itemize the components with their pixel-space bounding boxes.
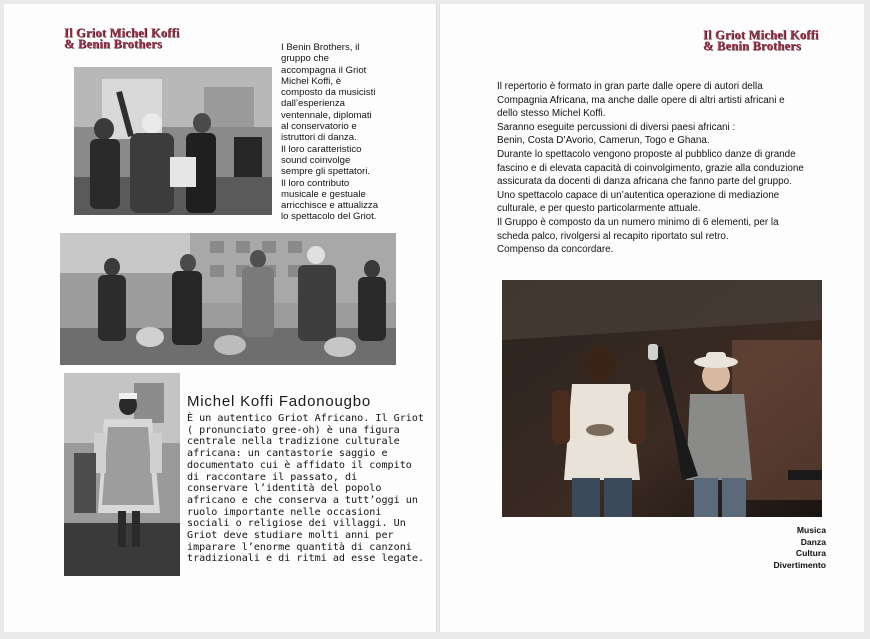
repertoire-line: Uno spettacolo capace di un’autentica operazione di mediazione xyxy=(497,189,780,201)
repertoire-line: scheda palco, rivolgersi al recapito riportato sul retro. xyxy=(497,230,729,242)
category-tags xyxy=(740,525,826,571)
left-brand-title xyxy=(64,28,180,50)
bio-line: documentato cui è affidato il compito xyxy=(187,459,412,471)
repertoire-line: Il Gruppo è composto da un numero minimo di 6 elementi, per la xyxy=(497,216,779,228)
bio-line: centrale nella tradizione culturale xyxy=(187,436,400,448)
brand-line: Il Griot Michel Koffi xyxy=(64,26,180,40)
repertoire-line: Compagnia Africana, ma anche dalle opere di altri artisti africani e xyxy=(497,94,785,106)
brand-line: & Benin Brothers xyxy=(64,37,163,51)
bio-heading: Michel Koffi Fadonougbo xyxy=(187,393,372,410)
outdoor-performance-photo xyxy=(60,233,396,365)
bio-line: africana: un cantastorie saggio e xyxy=(187,448,388,460)
bio-line: tradizionali e di ritmi ad esse legate. xyxy=(187,553,425,565)
intro-text xyxy=(281,42,378,223)
intro-line: istruttori di danza. xyxy=(281,132,357,144)
bio-line: È un autentico Griot Africano. Il Griot xyxy=(187,413,425,424)
intro-line: sound coinvolge xyxy=(281,154,351,166)
intro-line: Il loro caratteristico xyxy=(281,143,362,155)
bio-line: imparare l’enorme quantità di canzoni xyxy=(187,541,412,553)
bio-line: ruolo importante nelle occasioni xyxy=(187,506,382,518)
intro-line: composto da musicisti xyxy=(281,87,376,99)
intro-line: gruppo che xyxy=(281,53,330,65)
intro-line: I Benin Brothers, il xyxy=(281,42,360,53)
intro-line: dall’esperienza xyxy=(281,98,345,110)
intro-line: al conservatorio e xyxy=(281,121,357,133)
intro-line: musicale e gestuale xyxy=(281,188,366,200)
brand-line: Il Griot Michel Koffi xyxy=(703,28,819,42)
intro-line: lo spettacolo del Griot. xyxy=(281,211,377,223)
brand-line: & Benin Brothers xyxy=(703,39,802,53)
bio-line: ( pronunciato gree-oh) è una figura xyxy=(187,424,400,436)
repertoire-line: Durante lo spettacolo vengono proposte al pubblico danze di grande xyxy=(497,148,796,160)
repertoire-line: dello stesso Michel Koffi. xyxy=(497,108,606,120)
bio-text xyxy=(187,413,424,565)
tag-item: Musica xyxy=(796,525,826,535)
right-brand-title xyxy=(703,30,819,52)
repertoire-line: Saranno eseguite percussioni di diversi paesi africani : xyxy=(497,121,736,133)
intro-line: sempre gli spettatori. xyxy=(281,166,371,178)
repertoire-line: Il repertorio è formato in gran parte dalle opere di autori della xyxy=(497,81,763,92)
bio-line: Griot deve studiare molti anni per xyxy=(187,530,394,542)
tag-item: Cultura xyxy=(795,548,826,559)
intro-line: ventennale, diplomati xyxy=(281,109,372,121)
repertoire-line: culturale, e per questo particolarmente attuale. xyxy=(497,203,701,215)
bio-line: conservare l’identità del popolo xyxy=(187,483,382,495)
concert-photo xyxy=(502,280,822,517)
bio-line: sociali o religiose dei villaggi. Un xyxy=(187,518,406,530)
tag-item: Danza xyxy=(800,536,826,547)
repertoire-line: fascino e di elevata capacità di coinvolgimento, grazie alla conduzione xyxy=(497,162,804,174)
intro-line: Il loro contributo xyxy=(281,177,350,189)
michel-koffi-photo xyxy=(64,373,180,576)
band-indoor-photo xyxy=(74,67,272,215)
repertoire-text xyxy=(497,80,804,257)
tag-item: Divertimento xyxy=(773,559,826,570)
intro-line: accompagna il Griot xyxy=(281,64,367,76)
bio-line: di raccontare il passato, di xyxy=(187,471,358,483)
intro-line: arricchisce e attualizza xyxy=(281,200,379,212)
repertoire-line: Benin, Costa D’Avorio, Camerun, Togo e Ghana. xyxy=(497,135,710,147)
intro-line: Michel Koffi, è xyxy=(281,75,342,87)
repertoire-line: Compenso da concordare. xyxy=(497,244,614,256)
repertoire-line: assicurata da docenti di danza africana che fanno parte del gruppo. xyxy=(497,176,792,188)
bio-line: africano e che conserva a tutt’oggi un xyxy=(187,494,418,506)
